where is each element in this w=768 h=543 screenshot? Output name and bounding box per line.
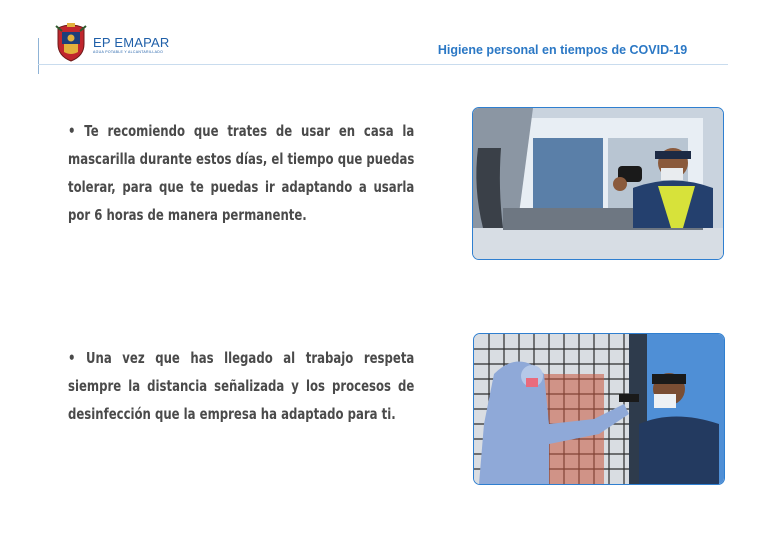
- brand-name: EP EMAPAR: [93, 35, 170, 50]
- brand-block: [93, 36, 169, 55]
- header-divider-vertical: [38, 38, 39, 74]
- brand-tagline: AGUA POTABLE Y ALCANTARILLADO: [93, 50, 164, 54]
- recommendation-paragraph-mask: • Te recomiendo que trates de usar en casa la mascarilla durante estos días, el tiempo que puedas tolerar, para que te puedas ir adaptando a usarla por 6 horas de manera permanente.: [68, 122, 415, 224]
- workplace-distance-paragraph: • Una vez que has llegado al trabajo respeta siempre la distancia señalizada y los procesos de desinfección que la empresa ha adaptado para ti.: [68, 349, 415, 423]
- photo-driver-with-mask: [472, 107, 724, 260]
- header-divider-horizontal: [38, 64, 728, 65]
- photo-temperature-check: [473, 333, 725, 485]
- slide-title: Higiene personal en tiempos de COVID-19: [437, 43, 688, 57]
- slide-header: [0, 0, 768, 80]
- coat-of-arms-icon: [54, 22, 88, 62]
